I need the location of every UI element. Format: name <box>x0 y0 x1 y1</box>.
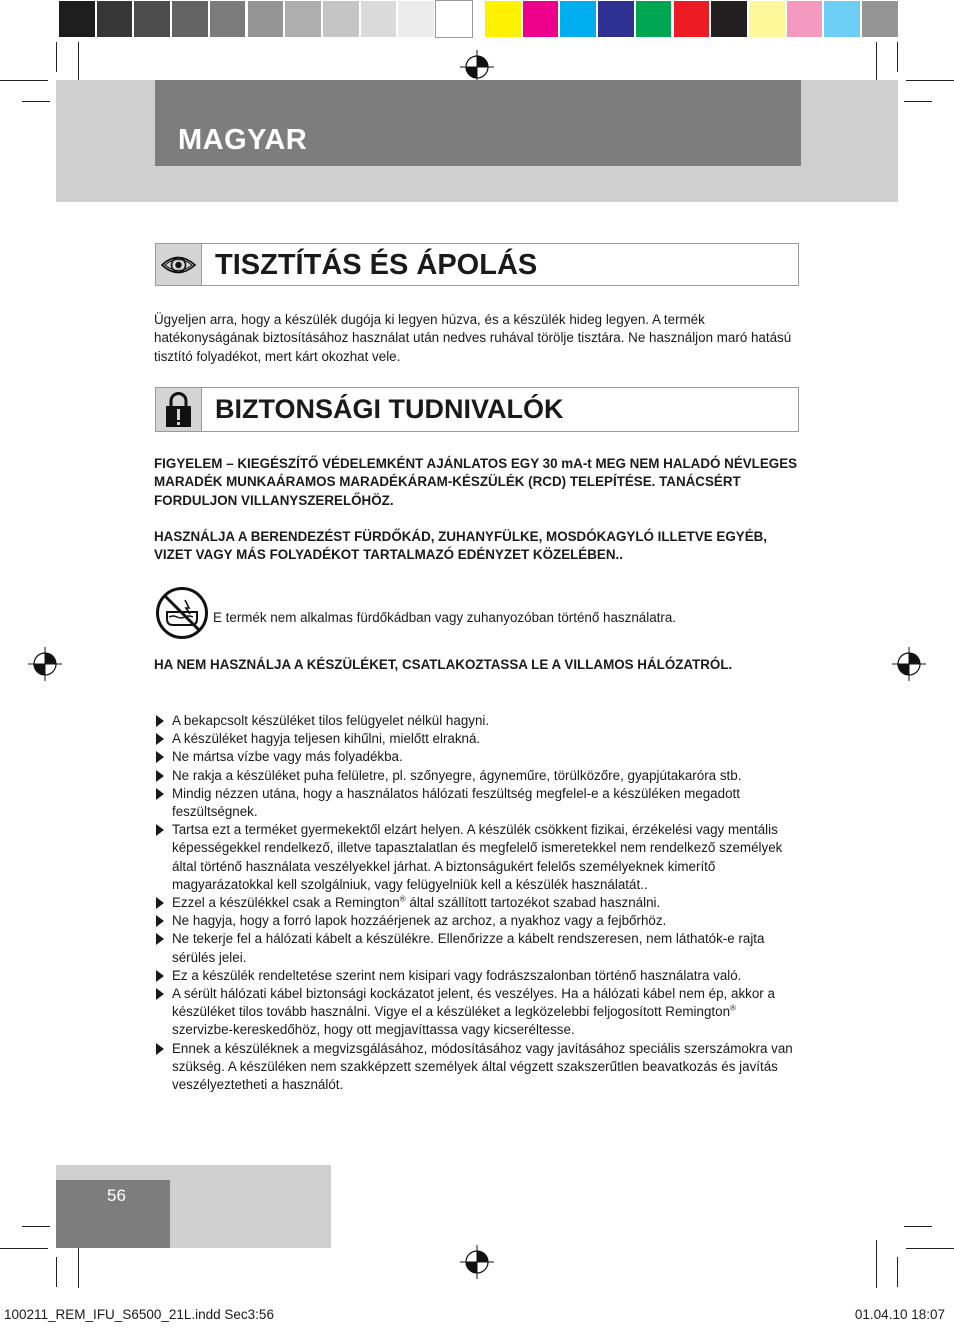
safety-bullet-item: A bekapcsolt készüléket tilos felügyelet nélkül hagyni. <box>154 712 794 730</box>
safety-bullet-item: Ne rakja a készüléket puha felületre, pl. szőnyegre, ágyneműre, törülközőre, gyapjútakaróra stb. <box>154 767 794 785</box>
crop-mark <box>897 1257 898 1287</box>
color-swatch <box>360 0 398 38</box>
color-swatch <box>247 0 285 38</box>
color-swatch <box>284 0 322 38</box>
crop-mark <box>22 101 50 102</box>
registered-mark: ® <box>399 894 406 904</box>
color-swatch <box>559 0 597 38</box>
color-swatch <box>58 0 96 38</box>
eye-icon <box>156 244 202 285</box>
safety-bullet-item: Ne mártsa vízbe vagy más folyadékba. <box>154 748 794 766</box>
registered-mark: ® <box>730 1003 736 1013</box>
color-swatch <box>861 0 899 38</box>
color-swatch <box>597 0 635 38</box>
warning-water: HASZNÁLJA A BERENDEZÉST FÜRDŐKÁD, ZUHANYFÜLKE, MOSDÓKAGYLÓ ILLETVE EGYÉB, VIZET VAGY MÁS FOLYADÉKOT TARTALMAZÓ EDÉNYZET KÖZELÉBEN.. <box>154 529 768 563</box>
safety-bullet-item: A készüléket hagyja teljesen kihűlni, mielőtt elrakná. <box>154 730 794 748</box>
color-swatch <box>209 0 247 38</box>
warning-unplug: HA NEM HASZNÁLJA A KÉSZÜLÉKET, CSATLAKOZTASSA LE A VILLAMOS HÁLÓZATRÓL. <box>154 657 733 672</box>
color-swatch <box>786 0 824 38</box>
safety-bullet-item: Ennek a készüléknek a megvizsgálásához, módosításához vagy javításához speciális szerszámokra van szükség. A készüléken nem szakképzett személyek által végzett szakszerűtlen beavatkozás és javítás veszélyeztetheti a használót. <box>154 1040 794 1095</box>
color-swatch <box>96 0 134 38</box>
safety-bullet-item: Ne hagyja, hogy a forró lapok hozzáérjenek az archoz, a nyakhoz vagy a fejbőrhöz. <box>154 912 794 930</box>
crop-mark <box>906 1248 954 1249</box>
bath-note: E termék nem alkalmas fürdőkádban vagy zuhanyozóban történő használatra. <box>213 610 676 625</box>
safety-bullet-list <box>154 712 794 1094</box>
crop-mark <box>897 42 898 72</box>
crop-mark <box>904 101 932 102</box>
crop-mark <box>56 42 57 72</box>
color-swatch <box>435 0 473 38</box>
section-title-safety: BIZTONSÁGI TUDNIVALÓK <box>215 394 564 424</box>
language-title: MAGYAR <box>178 124 308 156</box>
section-title-cleaning: TISZTÍTÁS ÉS ÁPOLÁS <box>215 249 538 281</box>
footer-filename: 100211_REM_IFU_S6500_21L.indd Sec3:56 <box>4 1307 274 1322</box>
bullet-text: A sérült hálózati kábel biztonsági kockázatot jelent, és veszélyes. Ha a hálózati kábel nem ép, akkor a készüléket tilos tovább használni. Vigye el a készüléket a legközelebbi feljogosított Remington <box>172 986 775 1020</box>
color-swatch <box>171 0 209 38</box>
registration-mark-bottom <box>460 1245 494 1279</box>
safety-bullet-item: Ez a készülék rendeltetése szerint nem kisipari vagy fodrászszalonban történő használatra való. <box>154 967 794 985</box>
section-header-cleaning <box>155 243 799 286</box>
registration-mark-top <box>460 50 494 84</box>
safety-bullet-item: Ne tekerje fel a hálózati kábelt a készülékre. Ellenőrizze a kábelt rendszeresen, nem láthatók-e rajta sérülés jelei. <box>154 930 794 966</box>
safety-bullet-item: Tartsa ezt a terméket gyermekektől elzárt helyen. A készülék csökkent fizikai, érzékelési vagy mentális képességekkel rendelkező, illetve tapasztalatlan és megfelelő ismeretekkel nem rendelkező személyek által történő használata veszélyekkel járhat. A biztonságukért felelős személyeknek kimerítő magyarázatokkal kell szolgálniuk, vagy felügyelniük kell a készülék használatát.. <box>154 821 794 894</box>
color-swatch <box>673 0 711 38</box>
page-number: 56 <box>107 1186 126 1205</box>
bullet-text: által szállított tartozékot szabad használni. <box>405 895 661 911</box>
registration-mark-right <box>892 647 926 681</box>
color-swatch <box>635 0 673 38</box>
footer-date: 01.04.10 18:07 <box>854 1307 945 1322</box>
registration-mark-left <box>28 647 62 681</box>
color-swatch <box>710 0 748 38</box>
crop-mark <box>56 1257 57 1287</box>
safety-bullet-item: Mindig nézzen utána, hogy a használatos hálózati feszültség megfelel-e a készüléken megadott feszültségnek. <box>154 785 794 821</box>
no-bathtub-icon <box>155 586 209 640</box>
crop-mark <box>22 1226 50 1227</box>
color-swatch <box>748 0 786 38</box>
section-header-safety <box>155 387 799 432</box>
color-swatch <box>522 0 560 38</box>
color-swatch <box>322 0 360 38</box>
color-swatch <box>397 0 435 38</box>
bullet-text: szervizbe-kereskedőhöz, hogy ott megjavíttassa vagy kicseréltesse. <box>172 1022 575 1038</box>
cleaning-text: Ügyeljen arra, hogy a készülék dugója ki legyen húzva, és a készülék hideg legyen. A termék hatékonyságának biztosításához használat után nedves ruhával törölje tisztára. Ne használjon maró hatású tisztító folyadékot, mert kárt okozhat vele. <box>154 312 792 364</box>
bullet-text: Ezzel a készülékkel csak a Remington <box>172 895 400 911</box>
crop-mark <box>904 1226 932 1227</box>
safety-bullet-item <box>154 894 794 912</box>
safety-bullet-item <box>154 985 794 1040</box>
color-swatch <box>133 0 171 38</box>
crop-mark <box>0 1248 48 1249</box>
crop-mark <box>0 80 48 81</box>
warning-rcd: FIGYELEM – KIEGÉSZÍTŐ VÉDELEMKÉNT AJÁNLATOS EGY 30 mA-t MEG NEM HALADÓ NÉVLEGES MARADÉK MUNKAÁRAMOS MARADÉKÁRAM-KÉSZÜLÉK (RCD) TELEPÍTÉSE. TANÁCSÉRT FORDULJON VILLANYSZERELŐHÖZ. <box>154 456 798 508</box>
color-swatch <box>823 0 861 38</box>
padlock-warning-icon <box>156 388 202 431</box>
color-swatch <box>484 0 522 38</box>
crop-mark <box>876 1240 877 1288</box>
crop-mark <box>906 80 954 81</box>
